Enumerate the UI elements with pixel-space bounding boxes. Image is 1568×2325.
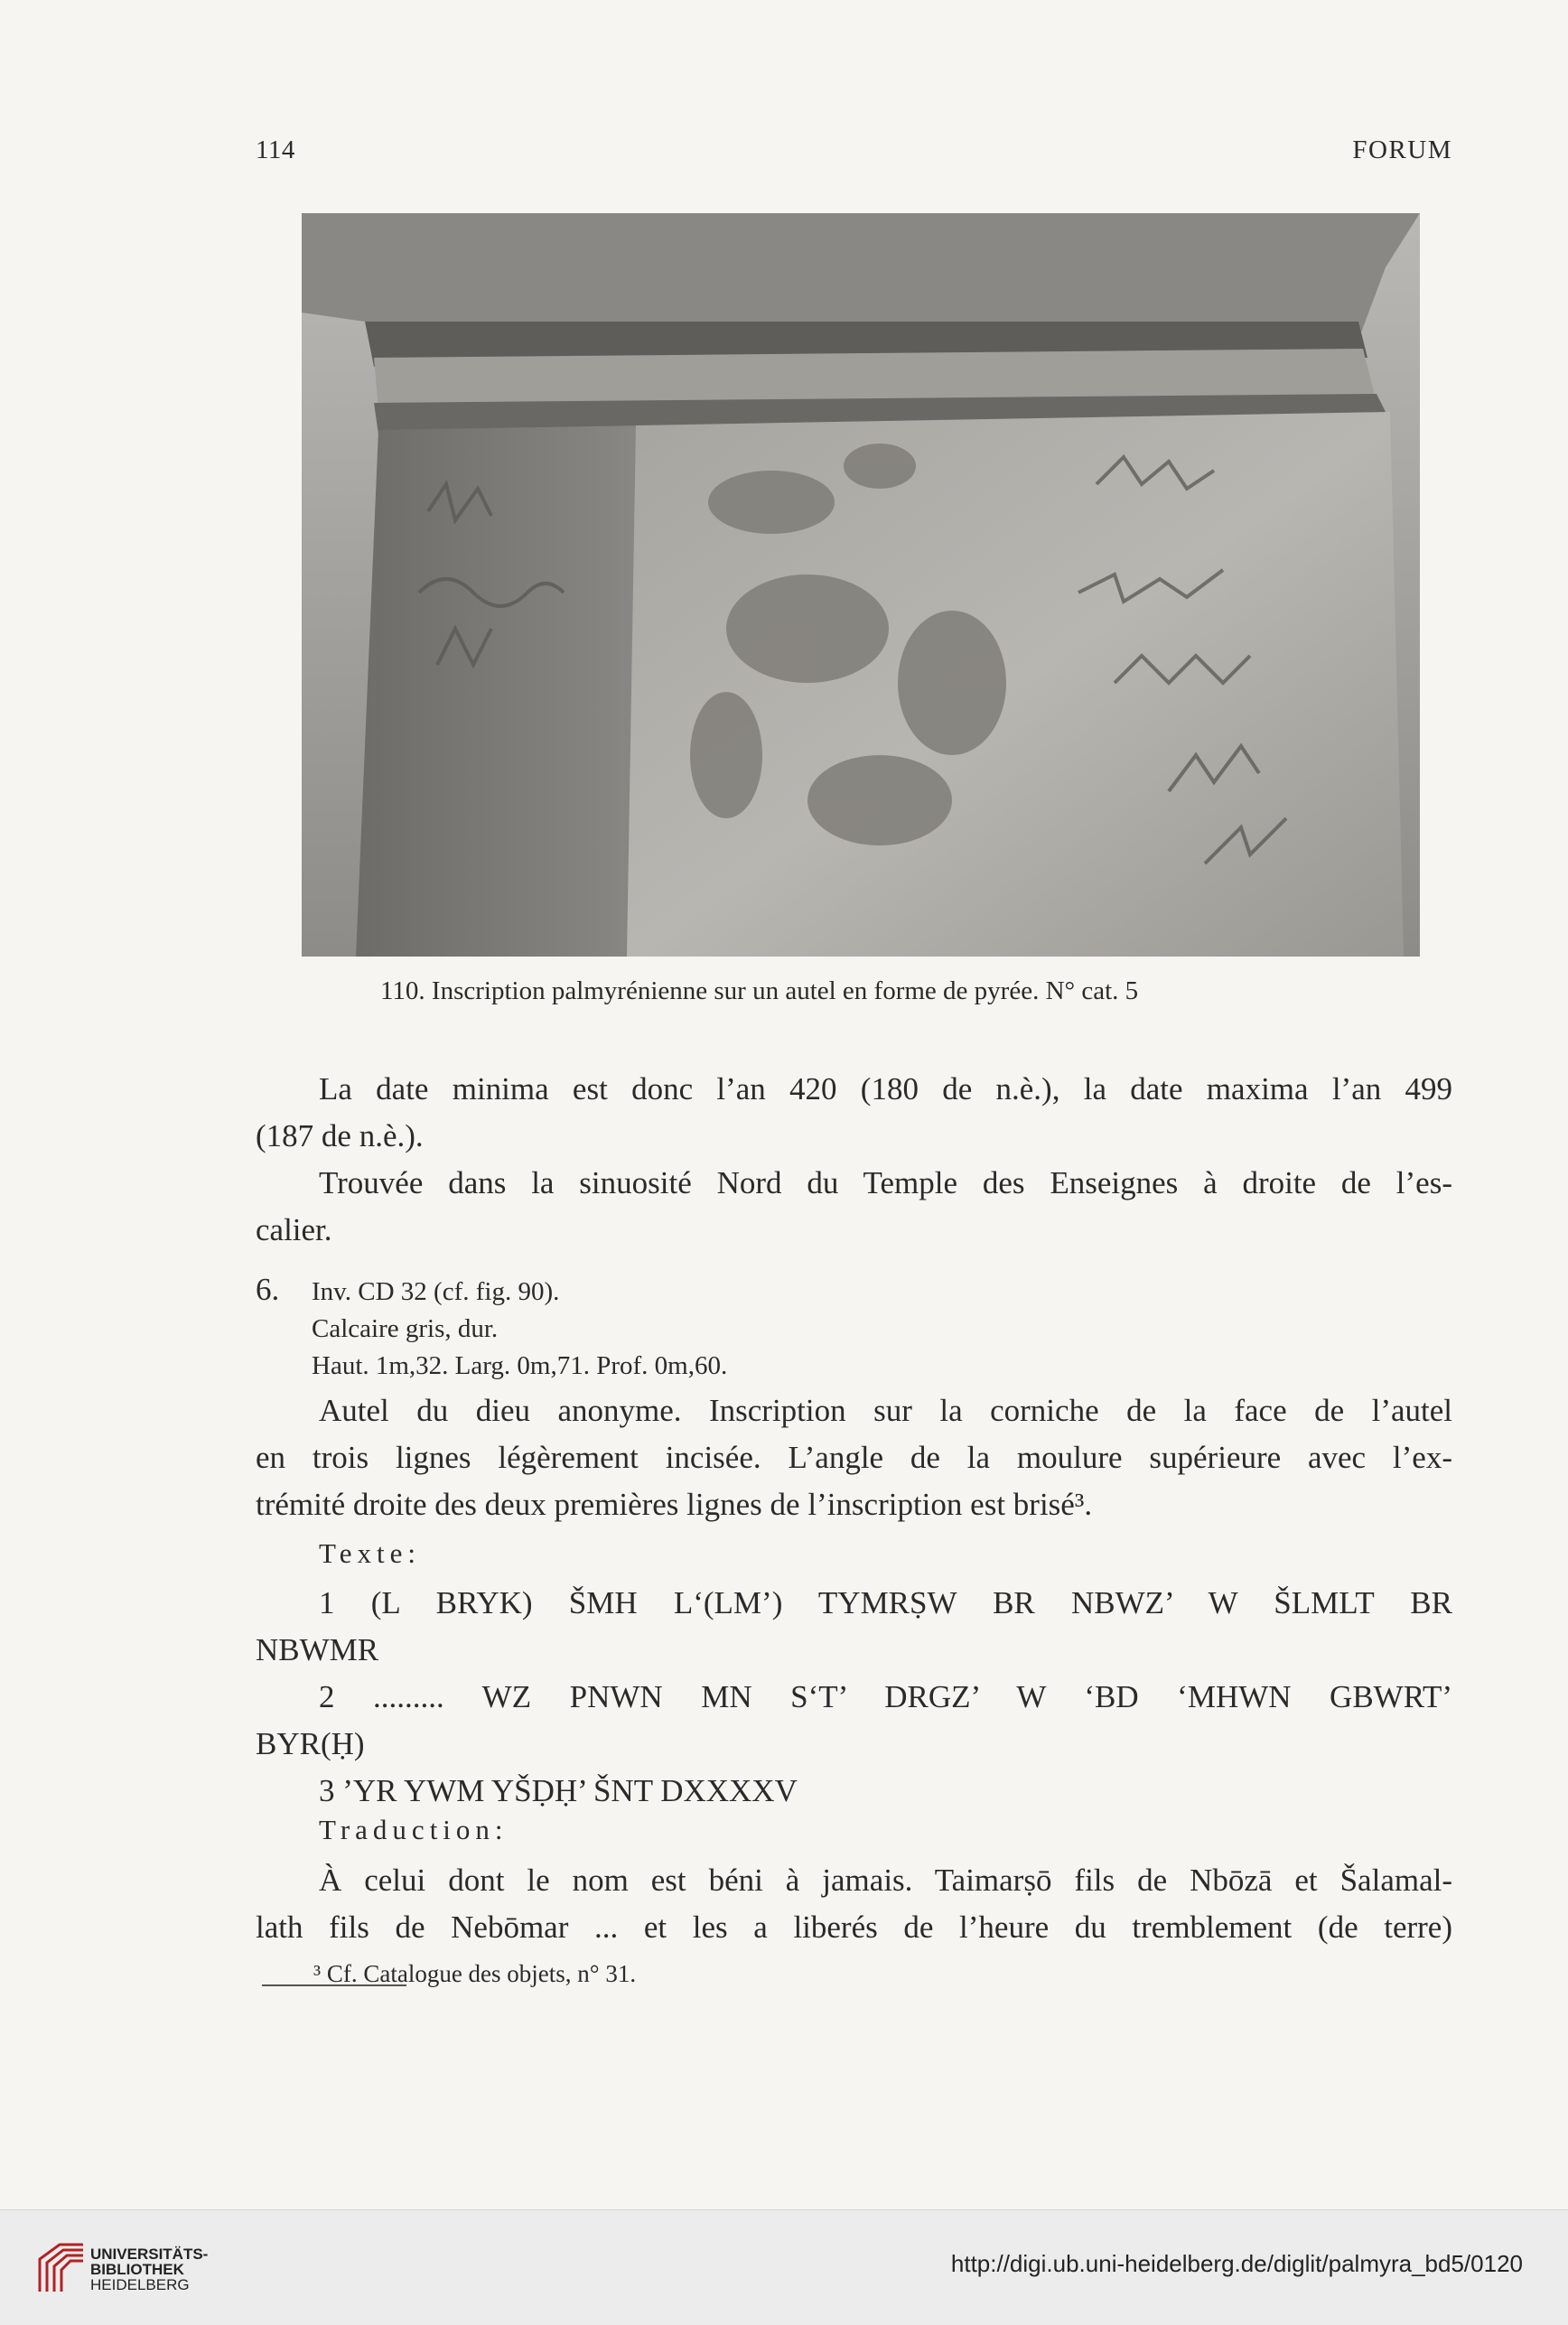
paragraph-description bbox=[256, 1387, 1452, 1528]
inscription-line: NBWMR bbox=[256, 1632, 379, 1667]
translation-text bbox=[256, 1857, 1452, 1951]
paragraph-location bbox=[256, 1160, 1452, 1254]
inscription-text bbox=[256, 1580, 1452, 1815]
library-logo-icon bbox=[33, 2239, 90, 2297]
footnote: ³ Cf. Catalogue des objets, n° 31. bbox=[313, 1960, 637, 1987]
inventory-line: Inv. CD 32 (cf. fig. 90). bbox=[312, 1277, 560, 1306]
paragraph-line: calier. bbox=[256, 1212, 332, 1247]
paragraph-line: Autel du dieu anonyme. Inscription sur la corniche de la face de l’autel bbox=[319, 1393, 1452, 1428]
running-header: FORUM bbox=[1352, 135, 1452, 164]
library-name: UNIVERSITÄTS- BIBLIOTHEK HEIDELBERG bbox=[90, 2246, 209, 2293]
inscription-line: 1 (L BRYK) ŠMH L‘(LM’) TYMRṢW BR NBWZ’ W ŠLMLT BR bbox=[319, 1585, 1452, 1620]
paragraph-dates bbox=[256, 1066, 1452, 1160]
digitization-footer bbox=[0, 2209, 1568, 2325]
inscription-line: 2 ......... WZ PNWN MN S‘T’ DRGZ’ W ‘BD ‘MHWN GBWRT’ bbox=[319, 1679, 1452, 1714]
material-line: Calcaire gris, dur. bbox=[312, 1314, 499, 1343]
paragraph-line: en trois lignes légèrement incisée. L’angle de la moulure supérieure avec l’ex- bbox=[256, 1440, 1452, 1475]
inscription-photo bbox=[302, 213, 1420, 957]
source-url-link[interactable]: http://digi.ub.uni-heidelberg.de/diglit/palmyra_bd5/0120 bbox=[950, 2250, 1523, 2277]
translation-line: À celui dont le nom est béni à jamais. Taimarṣō fils de Nbōzā et Šalamal- bbox=[319, 1863, 1452, 1898]
inscription-line: BYR(Ḥ) bbox=[256, 1726, 365, 1761]
catalogue-details bbox=[312, 1274, 727, 1385]
paragraph-line: (187 de n.è.). bbox=[256, 1118, 424, 1153]
page-number: 114 bbox=[256, 135, 295, 164]
dimensions-line: Haut. 1m,32. Larg. 0m,71. Prof. 0m,60. bbox=[312, 1351, 728, 1380]
inscription-line: 3 ’YR YWM YŠḌḤ’ ŠNT DXXXXV bbox=[319, 1773, 798, 1808]
paragraph-line: Trouvée dans la sinuosité Nord du Temple des Enseignes à droite de l’es- bbox=[319, 1165, 1452, 1200]
catalogue-number: 6. bbox=[256, 1272, 280, 1307]
translation-line: lath fils de Nebōmar ... et les a liberés de l’heure du tremblement (de terre) bbox=[256, 1909, 1452, 1945]
paragraph-line: La date minima est donc l’an 420 (180 de n.è.), la date maxima l’an 499 bbox=[319, 1071, 1452, 1106]
texte-heading: Texte: bbox=[319, 1537, 422, 1569]
figure-caption: 110. Inscription palmyrénienne sur un autel en forme de pyrée. N° cat. 5 bbox=[380, 976, 1139, 1005]
traduction-heading: Traduction: bbox=[319, 1814, 509, 1845]
paragraph-line: trémité droite des deux premières lignes de l’inscription est brisé³. bbox=[256, 1487, 1093, 1522]
